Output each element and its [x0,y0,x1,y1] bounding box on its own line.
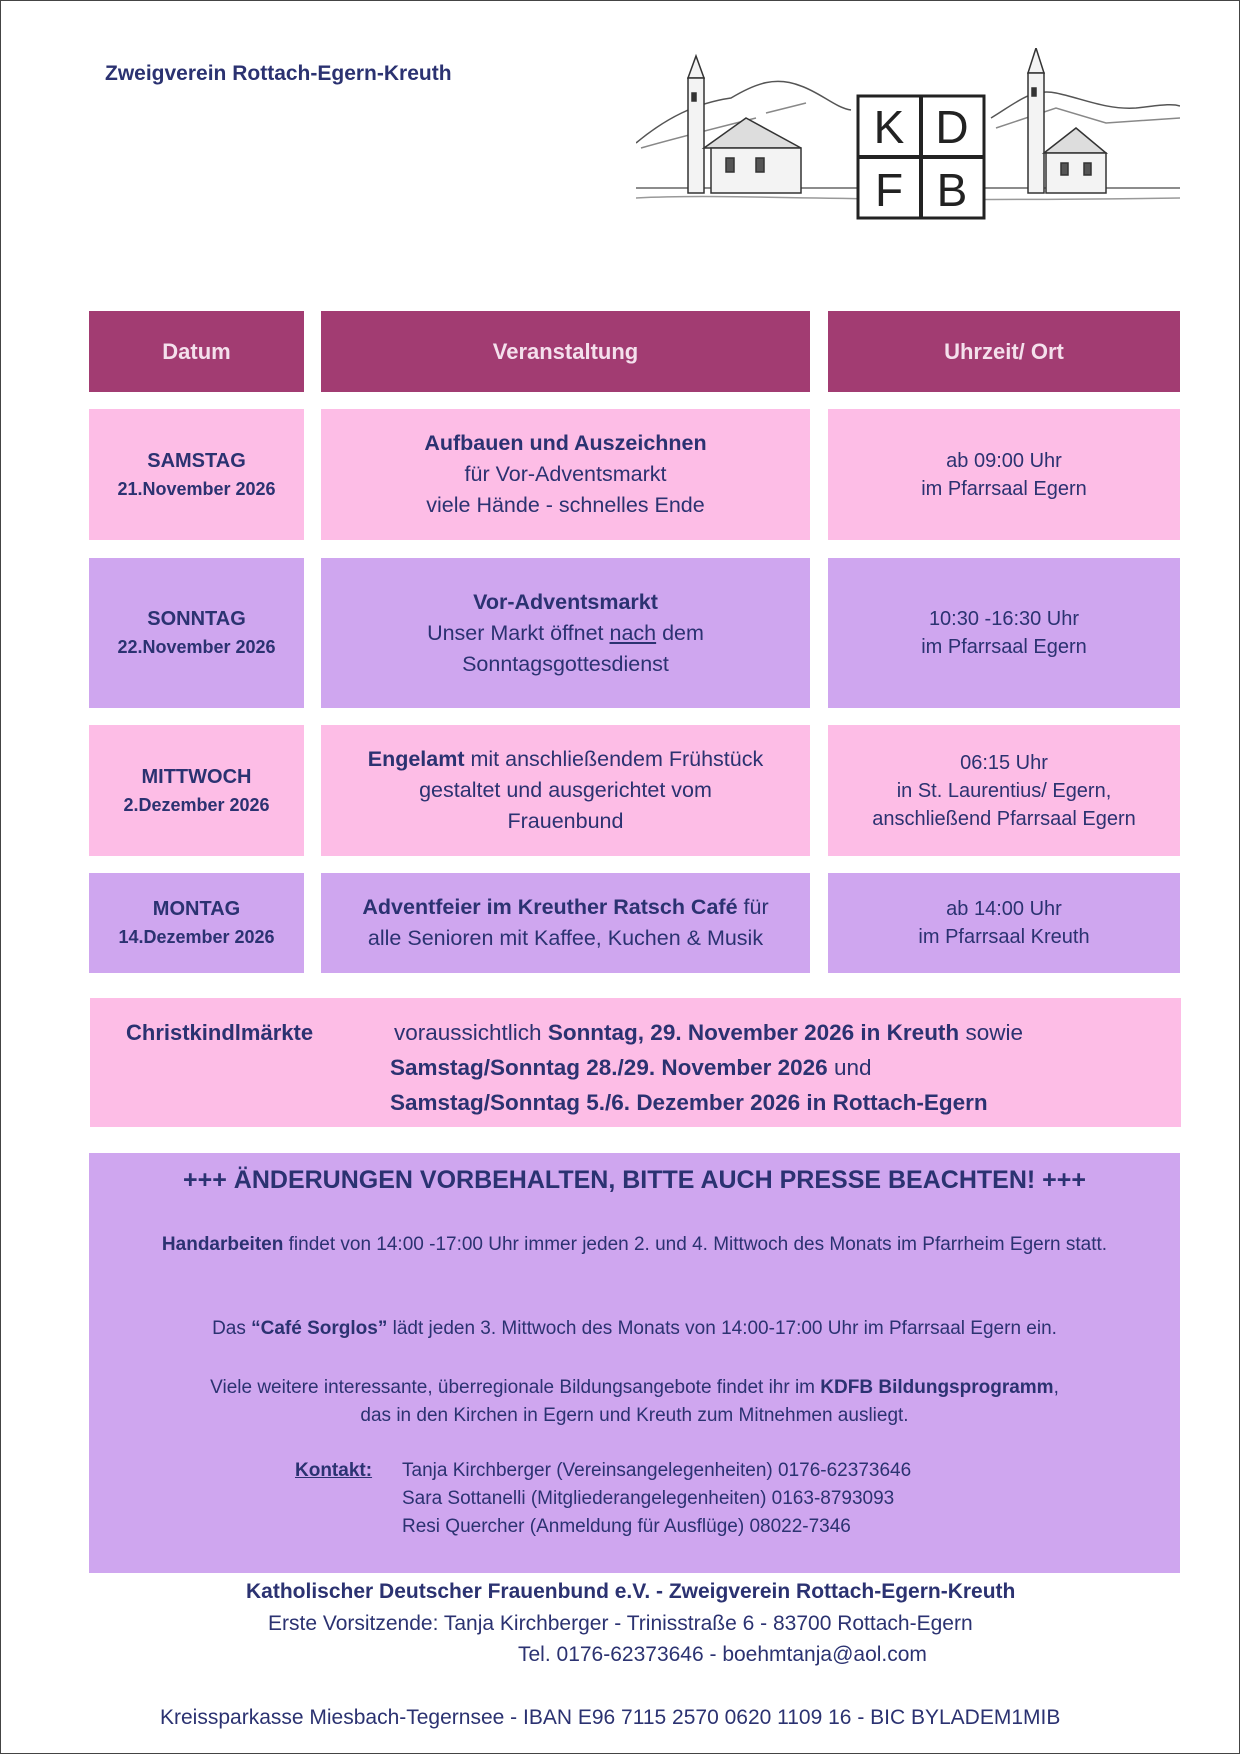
contact-2: Sara Sottanelli (Mitgliederangelegenheiten) 0163-8793093 [402,1488,895,1509]
footer-chair-line: Erste Vorsitzende: Tanja Kirchberger - Trinisstraße 6 - 83700 Rottach-Egern [268,1612,973,1635]
christkindl-line3-text: Samstag/Sonntag 5./6. Dezember 2026 in Rottach-Egern [390,1090,988,1115]
row4-date: 14.Dezember 2026 [118,927,275,947]
row3-date-cell [89,725,304,856]
row4-date-cell [89,873,304,973]
row1-event-title: Aufbauen und Auszeichnen [424,431,707,455]
info-box [89,1153,1180,1573]
christkindl-label: Christkindlmärkte [126,1020,314,1045]
contact-3: Resi Quercher (Anmeldung für Ausflüge) 08022-7346 [402,1516,851,1537]
row1-place: im Pfarrsaal Egern [921,477,1087,500]
row2-date: 22.November 2026 [117,637,276,657]
logo-letter-d: D [935,101,969,153]
handarbeiten-rest: findet von 14:00 -17:00 Uhr immer jeden 2. und 4. Mittwoch des Monats im Pfarrheim Egern statt. [283,1234,1108,1255]
row3-day: MITTWOCH [141,765,252,788]
logo-letter-f: F [874,164,904,216]
row4-place: im Pfarrsaal Kreuth [918,926,1090,948]
christkindl-line2-a: Samstag/Sonntag 28./29. November 2026 [390,1055,828,1080]
org-name: Zweigverein Rottach-Egern-Kreuth [105,62,452,85]
row1-time-cell [828,409,1180,540]
right-church-sketch [1028,48,1106,193]
christkindl-line1-b: Sonntag, 29. November 2026 in Kreuth [547,1020,960,1045]
row1-date: 21.November 2026 [117,478,276,499]
christkindl-line1-c: sowie [959,1020,1023,1045]
row4-event-line1-rest: für [737,895,769,919]
cafe-sorglos-text [109,1315,1160,1343]
logo-letter-k: K [873,101,905,153]
row2-event-title: Vor-Adventsmarkt [473,589,658,614]
row2-day: SONNTAG [147,608,246,630]
row1-time: ab 09:00 Uhr [946,449,1062,472]
bildung-a: Viele weitere interessante, überregionale Bildungsangebote findet ihr im [210,1377,821,1398]
row2-date-cell [89,558,304,708]
row4-event-line2: alle Senioren mit Kaffee, Kuchen & Musik [367,926,764,950]
bildung-line2: das in den Kirchen in Egern und Kreuth zum Mitnehmen ausliegt. [360,1405,909,1426]
handarbeiten-bold: Handarbeiten [161,1234,284,1255]
christkindl-line3 [390,1090,988,1116]
handarbeiten-text [109,1231,1160,1259]
row3-event-line3: Frauenbund [507,809,624,833]
footer-org-line: Katholischer Deutscher Frauenbund e.V. - Zweigverein Rottach-Egern-Kreuth [246,1580,1016,1603]
row3-time-cell [828,725,1180,856]
christkindl-box [90,998,1181,1127]
row4-day: MONTAG [152,898,241,920]
footer-bank-line: Kreissparkasse Miesbach-Tegernsee - IBAN E96 7115 2570 0620 1109 16 - BIC BYLADEM1MIB [160,1706,1061,1729]
cafe-a: Das [212,1318,252,1339]
row4-time: ab 14:00 Uhr [946,898,1062,920]
contact-1: Tanja Kirchberger (Vereinsangelegenheiten) 0176-62373646 [402,1460,912,1481]
row1-event-line3: viele Hände - schnelles Ende [426,493,705,517]
kdfb-logo [636,48,1180,228]
row2-place: im Pfarrsaal Egern [921,636,1087,658]
row3-event-cell [321,725,810,856]
row4-time-cell [828,873,1180,973]
bildung-text [109,1374,1160,1430]
row2-event-line2 [427,618,704,649]
row2-event-line2-underlined: nach [609,620,657,645]
row1-day: SAMSTAG [147,449,246,472]
christkindl-line1 [394,1020,1023,1046]
row2-event-line3: Sonntagsgottesdienst [462,651,669,676]
row3-place2: anschließend Pfarrsaal Egern [872,807,1136,830]
row4-event-title: Adventfeier im Kreuther Ratsch Café [362,895,738,919]
row3-date: 2.Dezember 2026 [123,794,270,815]
row1-event-line2: für Vor-Adventsmarkt [464,462,667,486]
header-datum: Datum [89,311,304,392]
row2-event-cell [321,558,810,708]
christkindl-line2-b: und [827,1055,872,1080]
kdfb-cross-icon [858,96,984,218]
contact-label: Kontakt: [295,1460,373,1481]
row3-time: 06:15 Uhr [960,751,1048,774]
row1-date-cell [89,409,304,540]
cafe-bold: “Café Sorglos” [251,1318,388,1339]
row2-event-line2-a: Unser Markt öffnet [427,620,610,645]
header-uhrzeit-ort: Uhrzeit/ Ort [828,311,1180,392]
row3-event-line2: gestaltet und ausgerichtet vom [419,778,712,802]
cafe-rest: lädt jeden 3. Mittwoch des Monats von 14:00-17:00 Uhr im Pfarrsaal Egern ein. [387,1318,1057,1339]
row1-event-cell [321,409,810,540]
footer-contact-line: Tel. 0176-62373646 - boehmtanja@aol.com [518,1643,927,1666]
row3-event-title: Engelamt [367,747,465,771]
christkindl-line2 [390,1055,871,1081]
changes-warning: +++ ÄNDERUNGEN VORBEHALTEN, BITTE AUCH PRESSE BEACHTEN! +++ [183,1166,1086,1194]
header-veranstaltung: Veranstaltung [321,311,810,392]
row2-time: 10:30 -16:30 Uhr [928,608,1080,630]
bildung-c: , [1053,1377,1059,1398]
row3-event-line1-rest: mit anschließendem Frühstück [464,747,764,771]
row3-place: in St. Laurentius/ Egern, [896,779,1112,802]
left-church-sketch [688,56,801,193]
row4-event-cell [321,873,810,973]
row2-time-cell [828,558,1180,708]
christkindl-line1-a: voraussichtlich [394,1020,548,1045]
bildung-bold: KDFB Bildungsprogramm [820,1377,1054,1398]
row2-event-line2-b: dem [656,620,704,645]
logo-letter-b: B [936,164,968,216]
